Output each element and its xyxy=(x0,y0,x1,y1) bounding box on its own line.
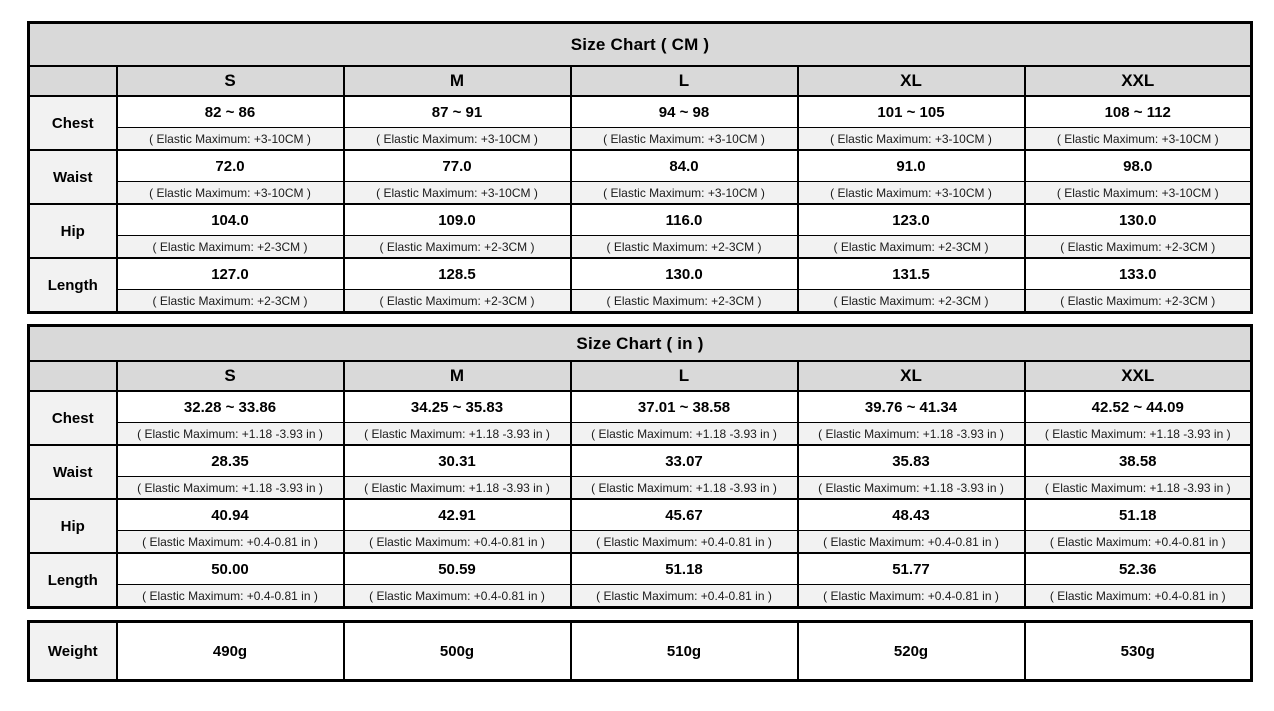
value-cell: 104.0 xyxy=(117,204,344,236)
row-label-chest: Chest xyxy=(29,391,117,445)
row-label-length: Length xyxy=(29,553,117,608)
elastic-note-cell: ( Elastic Maximum: +0.4-0.81 in ) xyxy=(1025,585,1252,608)
value-cell: 51.18 xyxy=(1025,499,1252,531)
value-cell: 48.43 xyxy=(798,499,1025,531)
size-chart-in-table xyxy=(27,324,1253,609)
value-cell: 91.0 xyxy=(798,150,1025,182)
elastic-note-cell: ( Elastic Maximum: +2-3CM ) xyxy=(571,290,798,313)
row-label-hip: Hip xyxy=(29,499,117,553)
elastic-note-cell: ( Elastic Maximum: +0.4-0.81 in ) xyxy=(117,531,344,554)
size-col-header-xl: XL xyxy=(798,66,1025,96)
elastic-note-cell: ( Elastic Maximum: +2-3CM ) xyxy=(344,236,571,259)
elastic-note-cell: ( Elastic Maximum: +1.18 -3.93 in ) xyxy=(798,477,1025,500)
size-col-header-xxl: XXL xyxy=(1025,361,1252,391)
elastic-note-cell: ( Elastic Maximum: +3-10CM ) xyxy=(798,128,1025,151)
value-cell: 28.35 xyxy=(117,445,344,477)
value-cell: 116.0 xyxy=(571,204,798,236)
elastic-note-cell: ( Elastic Maximum: +1.18 -3.93 in ) xyxy=(117,477,344,500)
value-cell: 500g xyxy=(344,622,571,681)
value-cell: 108 ~ 112 xyxy=(1025,96,1252,128)
value-cell: 94 ~ 98 xyxy=(571,96,798,128)
value-cell: 87 ~ 91 xyxy=(344,96,571,128)
elastic-note-cell: ( Elastic Maximum: +1.18 -3.93 in ) xyxy=(117,423,344,446)
elastic-note-cell: ( Elastic Maximum: +2-3CM ) xyxy=(344,290,571,313)
value-cell: 32.28 ~ 33.86 xyxy=(117,391,344,423)
elastic-note-cell: ( Elastic Maximum: +2-3CM ) xyxy=(117,290,344,313)
table-title-in: Size Chart ( in ) xyxy=(29,326,1252,362)
value-cell: 520g xyxy=(798,622,1025,681)
value-cell: 50.59 xyxy=(344,553,571,585)
value-cell: 35.83 xyxy=(798,445,1025,477)
value-cell: 50.00 xyxy=(117,553,344,585)
elastic-note-cell: ( Elastic Maximum: +2-3CM ) xyxy=(1025,236,1252,259)
elastic-note-cell: ( Elastic Maximum: +0.4-0.81 in ) xyxy=(344,531,571,554)
size-col-header-l: L xyxy=(571,361,798,391)
value-cell: 133.0 xyxy=(1025,258,1252,290)
elastic-note-cell: ( Elastic Maximum: +2-3CM ) xyxy=(798,290,1025,313)
elastic-note-cell: ( Elastic Maximum: +3-10CM ) xyxy=(571,182,798,205)
value-cell: 30.31 xyxy=(344,445,571,477)
row-label-weight: Weight xyxy=(29,622,117,681)
value-cell: 40.94 xyxy=(117,499,344,531)
size-col-header-s: S xyxy=(117,361,344,391)
value-cell: 45.67 xyxy=(571,499,798,531)
value-cell: 490g xyxy=(117,622,344,681)
size-col-header-xl: XL xyxy=(798,361,1025,391)
elastic-note-cell: ( Elastic Maximum: +2-3CM ) xyxy=(117,236,344,259)
size-col-header-m: M xyxy=(344,66,571,96)
elastic-note-cell: ( Elastic Maximum: +3-10CM ) xyxy=(571,128,798,151)
weight-table xyxy=(27,620,1253,682)
size-col-header-m: M xyxy=(344,361,571,391)
table-title-cm: Size Chart ( CM ) xyxy=(29,23,1252,67)
value-cell: 34.25 ~ 35.83 xyxy=(344,391,571,423)
value-cell: 130.0 xyxy=(1025,204,1252,236)
elastic-note-cell: ( Elastic Maximum: +1.18 -3.93 in ) xyxy=(344,423,571,446)
value-cell: 37.01 ~ 38.58 xyxy=(571,391,798,423)
value-cell: 33.07 xyxy=(571,445,798,477)
value-cell: 38.58 xyxy=(1025,445,1252,477)
elastic-note-cell: ( Elastic Maximum: +2-3CM ) xyxy=(798,236,1025,259)
value-cell: 101 ~ 105 xyxy=(798,96,1025,128)
corner-cell xyxy=(29,361,117,391)
elastic-note-cell: ( Elastic Maximum: +0.4-0.81 in ) xyxy=(344,585,571,608)
elastic-note-cell: ( Elastic Maximum: +3-10CM ) xyxy=(117,182,344,205)
elastic-note-cell: ( Elastic Maximum: +0.4-0.81 in ) xyxy=(798,531,1025,554)
value-cell: 82 ~ 86 xyxy=(117,96,344,128)
value-cell: 131.5 xyxy=(798,258,1025,290)
elastic-note-cell: ( Elastic Maximum: +0.4-0.81 in ) xyxy=(117,585,344,608)
value-cell: 39.76 ~ 41.34 xyxy=(798,391,1025,423)
elastic-note-cell: ( Elastic Maximum: +3-10CM ) xyxy=(1025,128,1252,151)
value-cell: 84.0 xyxy=(571,150,798,182)
elastic-note-cell: ( Elastic Maximum: +1.18 -3.93 in ) xyxy=(571,423,798,446)
elastic-note-cell: ( Elastic Maximum: +1.18 -3.93 in ) xyxy=(1025,477,1252,500)
value-cell: 42.52 ~ 44.09 xyxy=(1025,391,1252,423)
elastic-note-cell: ( Elastic Maximum: +0.4-0.81 in ) xyxy=(571,585,798,608)
elastic-note-cell: ( Elastic Maximum: +1.18 -3.93 in ) xyxy=(571,477,798,500)
elastic-note-cell: ( Elastic Maximum: +0.4-0.81 in ) xyxy=(798,585,1025,608)
elastic-note-cell: ( Elastic Maximum: +1.18 -3.93 in ) xyxy=(1025,423,1252,446)
size-col-header-l: L xyxy=(571,66,798,96)
value-cell: 98.0 xyxy=(1025,150,1252,182)
value-cell: 128.5 xyxy=(344,258,571,290)
size-chart-cm-table xyxy=(27,21,1253,314)
value-cell: 52.36 xyxy=(1025,553,1252,585)
value-cell: 51.77 xyxy=(798,553,1025,585)
value-cell: 510g xyxy=(571,622,798,681)
elastic-note-cell: ( Elastic Maximum: +2-3CM ) xyxy=(571,236,798,259)
elastic-note-cell: ( Elastic Maximum: +3-10CM ) xyxy=(344,128,571,151)
row-label-chest: Chest xyxy=(29,96,117,150)
elastic-note-cell: ( Elastic Maximum: +1.18 -3.93 in ) xyxy=(344,477,571,500)
value-cell: 42.91 xyxy=(344,499,571,531)
row-label-waist: Waist xyxy=(29,445,117,499)
value-cell: 51.18 xyxy=(571,553,798,585)
elastic-note-cell: ( Elastic Maximum: +1.18 -3.93 in ) xyxy=(798,423,1025,446)
elastic-note-cell: ( Elastic Maximum: +3-10CM ) xyxy=(117,128,344,151)
size-col-header-xxl: XXL xyxy=(1025,66,1252,96)
value-cell: 123.0 xyxy=(798,204,1025,236)
row-label-waist: Waist xyxy=(29,150,117,204)
elastic-note-cell: ( Elastic Maximum: +2-3CM ) xyxy=(1025,290,1252,313)
value-cell: 77.0 xyxy=(344,150,571,182)
elastic-note-cell: ( Elastic Maximum: +3-10CM ) xyxy=(1025,182,1252,205)
size-col-header-s: S xyxy=(117,66,344,96)
elastic-note-cell: ( Elastic Maximum: +3-10CM ) xyxy=(344,182,571,205)
value-cell: 109.0 xyxy=(344,204,571,236)
corner-cell xyxy=(29,66,117,96)
row-label-length: Length xyxy=(29,258,117,313)
value-cell: 127.0 xyxy=(117,258,344,290)
row-label-hip: Hip xyxy=(29,204,117,258)
value-cell: 130.0 xyxy=(571,258,798,290)
elastic-note-cell: ( Elastic Maximum: +3-10CM ) xyxy=(798,182,1025,205)
value-cell: 530g xyxy=(1025,622,1252,681)
value-cell: 72.0 xyxy=(117,150,344,182)
elastic-note-cell: ( Elastic Maximum: +0.4-0.81 in ) xyxy=(1025,531,1252,554)
elastic-note-cell: ( Elastic Maximum: +0.4-0.81 in ) xyxy=(571,531,798,554)
